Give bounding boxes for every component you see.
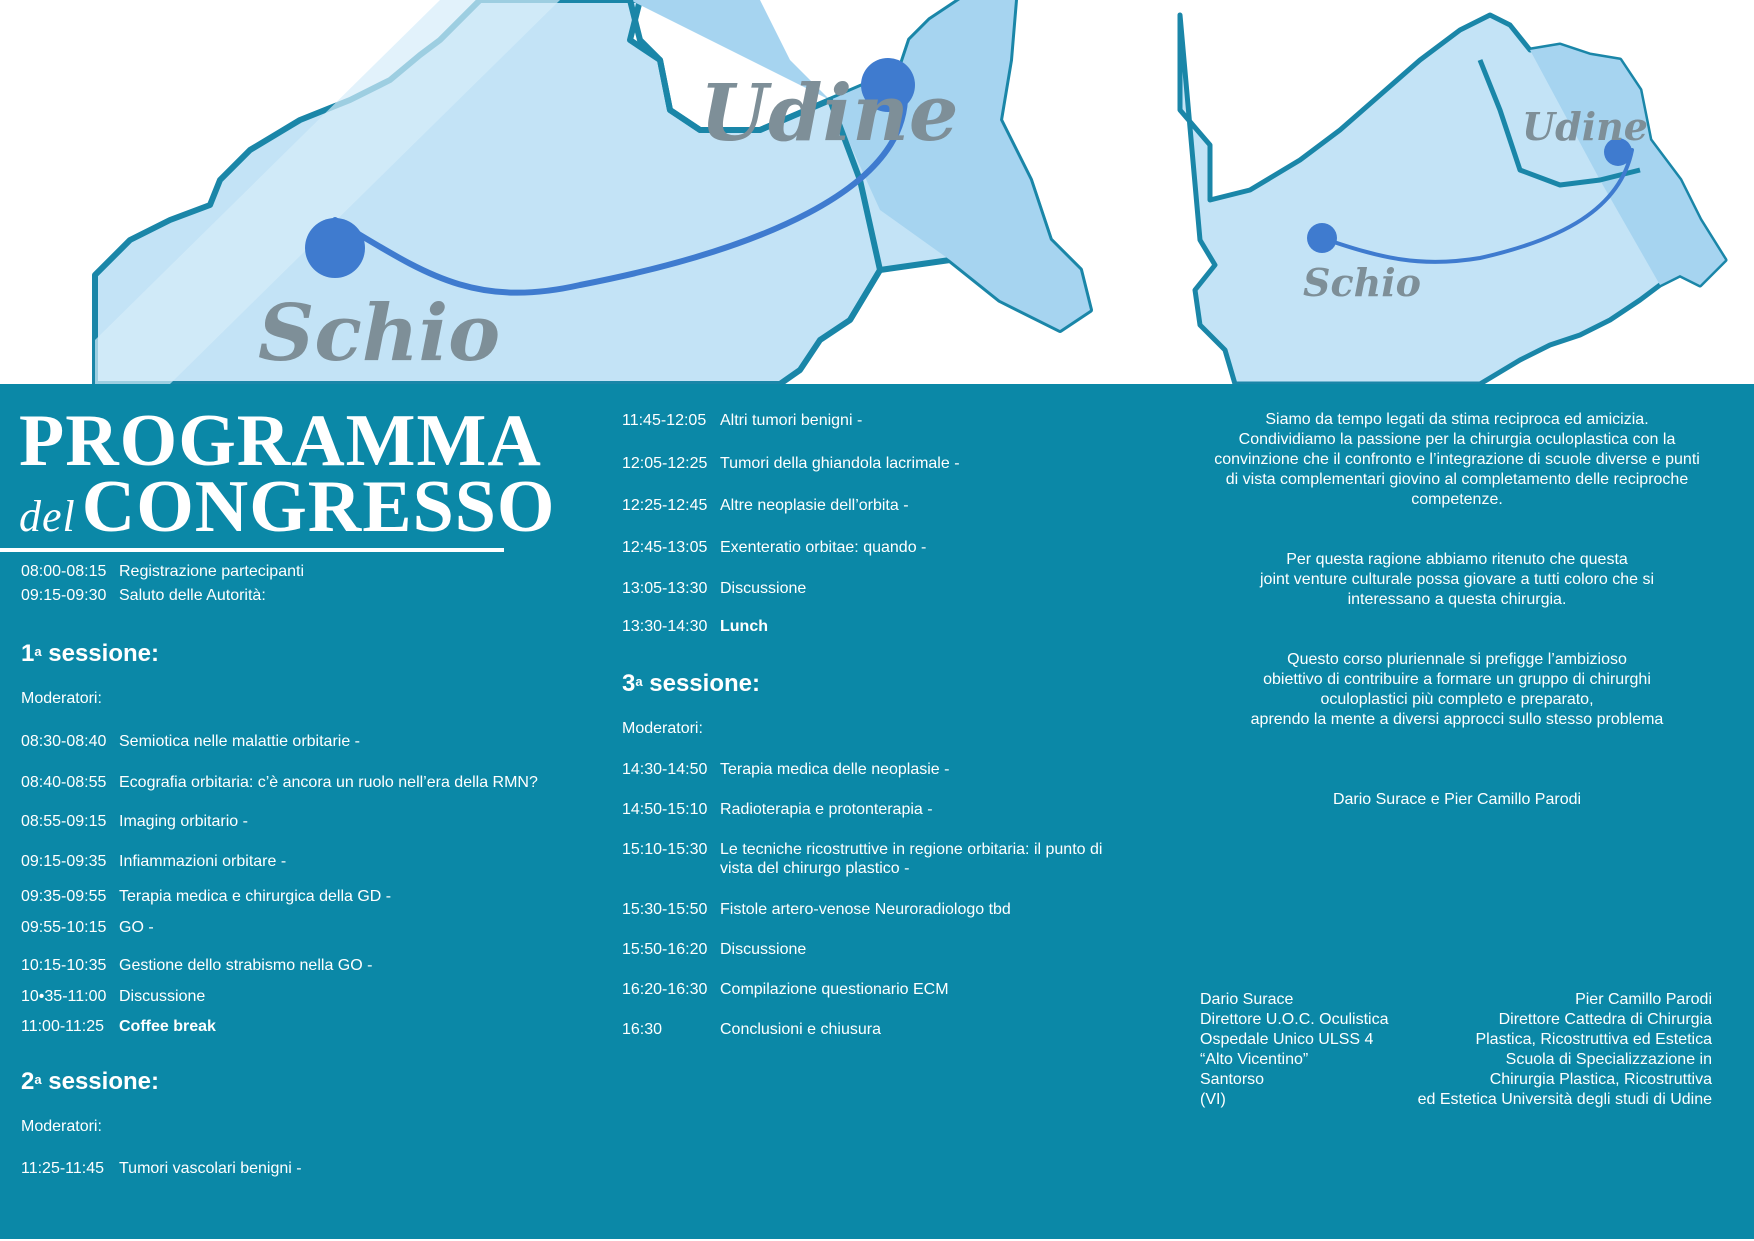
- schedule-item: 11:45-12:05 Altri tumori benigni -: [622, 412, 863, 429]
- schedule-item: 09:35-09:55 Terapia medica e chirurgica della GD -: [21, 888, 392, 905]
- schedule-item: 13:30-14:30 Lunch: [622, 618, 768, 635]
- signature-left: Dario Surace Direttore U.O.C. Oculistica Ospedale Unico ULSS 4 “Alto Vicentino” Santorso (VI): [1200, 991, 1389, 1108]
- signature-right: Pier Camillo Parodi Direttore Cattedra di Chirurgia Plastica, Ricostruttiva ed Estetica Scuola di Specializzazione in Chirurgia Plastica, Ricostruttiva ed Estetica Università degli studi di Udine: [1417, 991, 1712, 1108]
- session-1-moderators: Moderatori:: [21, 690, 102, 707]
- schedule-item: 09:15-09:30 Saluto delle Autorità:: [21, 587, 266, 604]
- schedule-item: 09:15-09:35 Infiammazioni orbitare -: [21, 853, 287, 870]
- intro-paragraph-3: Questo corso pluriennale si prefigge l’ambizioso obiettivo di contribuire a formare un gruppo di chirurghi oculoplastici più completo e preparato, aprendo la mente a diversi approcci sullo stesso problema: [1250, 651, 1664, 728]
- schedule-item: 15:50-16:20 Discussione: [622, 941, 807, 958]
- schedule-item: 08:40-08:55 Ecografia orbitaria: c’è ancora un ruolo nell’era della RMN?: [21, 774, 538, 791]
- session-3-heading: 3$^a$ sessione:: [622, 670, 760, 697]
- schedule-item: 11:25-11:45 Tumori vascolari benigni -: [21, 1160, 302, 1177]
- title-del: del: [19, 492, 76, 541]
- small-map-label-schio: Schio: [1303, 260, 1421, 305]
- session-2-heading: 2$^a$ sessione:: [21, 1068, 159, 1095]
- session-3-moderators: Moderatori:: [622, 720, 703, 737]
- schedule-item: 10:15-10:35 Gestione dello strabismo nella GO -: [21, 957, 373, 974]
- large-map-label-schio: Schio: [258, 288, 501, 379]
- schedule-item: 15:30-15:50 Fistole artero-venose Neuroradiologo tbd: [622, 901, 1011, 918]
- schedule-item: 16:30 Conclusioni e chiusura: [622, 1021, 881, 1038]
- schedule-item: 11:00-11:25 Coffee break: [21, 1018, 216, 1035]
- schedule-item: 08:30-08:40 Semiotica nelle malattie orbitarie -: [21, 733, 360, 750]
- small-map: [1180, 15, 1725, 384]
- schedule-item: 08:55-09:15 Imaging orbitario -: [21, 813, 248, 830]
- schedule-item: 10•35-11:00 Discussione: [21, 988, 206, 1005]
- session-1-heading: 1$^a$ sessione:: [21, 640, 159, 667]
- intro-authors: Dario Surace e Pier Camillo Parodi: [1332, 791, 1582, 808]
- intro-paragraph-2: Per questa ragione abbiamo ritenuto che questa joint venture culturale possa giovare a tutti coloro che si interessano a questa chirurgia.: [1260, 551, 1654, 608]
- intro-paragraph-1: Siamo da tempo legati da stima reciproca ed amicizia. Condividiamo la passione per la chirurgia oculoplastica con la convinzione che il confronto e l’integrazione di scuole diverse e punti di vista complementari giovino al completamento delle reciproche competenze.: [1214, 411, 1700, 508]
- schedule-item: 14:30-14:50 Terapia medica delle neoplasie -: [622, 761, 950, 778]
- schedule-item: 14:50-15:10 Radioterapia e protonterapia -: [622, 801, 933, 818]
- schedule-item: 09:55-10:15 GO -: [21, 919, 154, 936]
- map-svg: [0, 0, 1754, 384]
- schedule-item: 13:05-13:30 Discussione: [622, 580, 807, 597]
- title-congresso-word: CONGRESSO: [81, 466, 556, 548]
- title-underline: [0, 548, 504, 552]
- schedule-item: 15:10-15:30 Le tecniche ricostruttive in regione orbitaria: il punto di vista del chirurgo plastico -: [622, 841, 1103, 878]
- map-illustrations: [0, 0, 1754, 384]
- title-programma: PROGRAMMA: [19, 400, 542, 482]
- schedule-item: 08:00-08:15 Registrazione partecipanti: [21, 563, 304, 580]
- schedule-item: 12:25-12:45 Altre neoplasie dell’orbita -: [622, 497, 909, 514]
- small-map-label-udine: Udine: [1522, 104, 1648, 149]
- large-map: [95, 0, 1090, 384]
- schedule-item: 12:45-13:05 Exenteratio orbitae: quando -: [622, 539, 927, 556]
- session-2-moderators: Moderatori:: [21, 1118, 102, 1135]
- schedule-item: 16:20-16:30 Compilazione questionario ECM: [622, 981, 949, 998]
- title-congresso: [19, 466, 556, 548]
- large-map-label-udine: Udine: [700, 68, 959, 159]
- programme-panel: [0, 384, 1754, 1239]
- schedule-item: 12:05-12:25 Tumori della ghiandola lacrimale -: [622, 455, 960, 472]
